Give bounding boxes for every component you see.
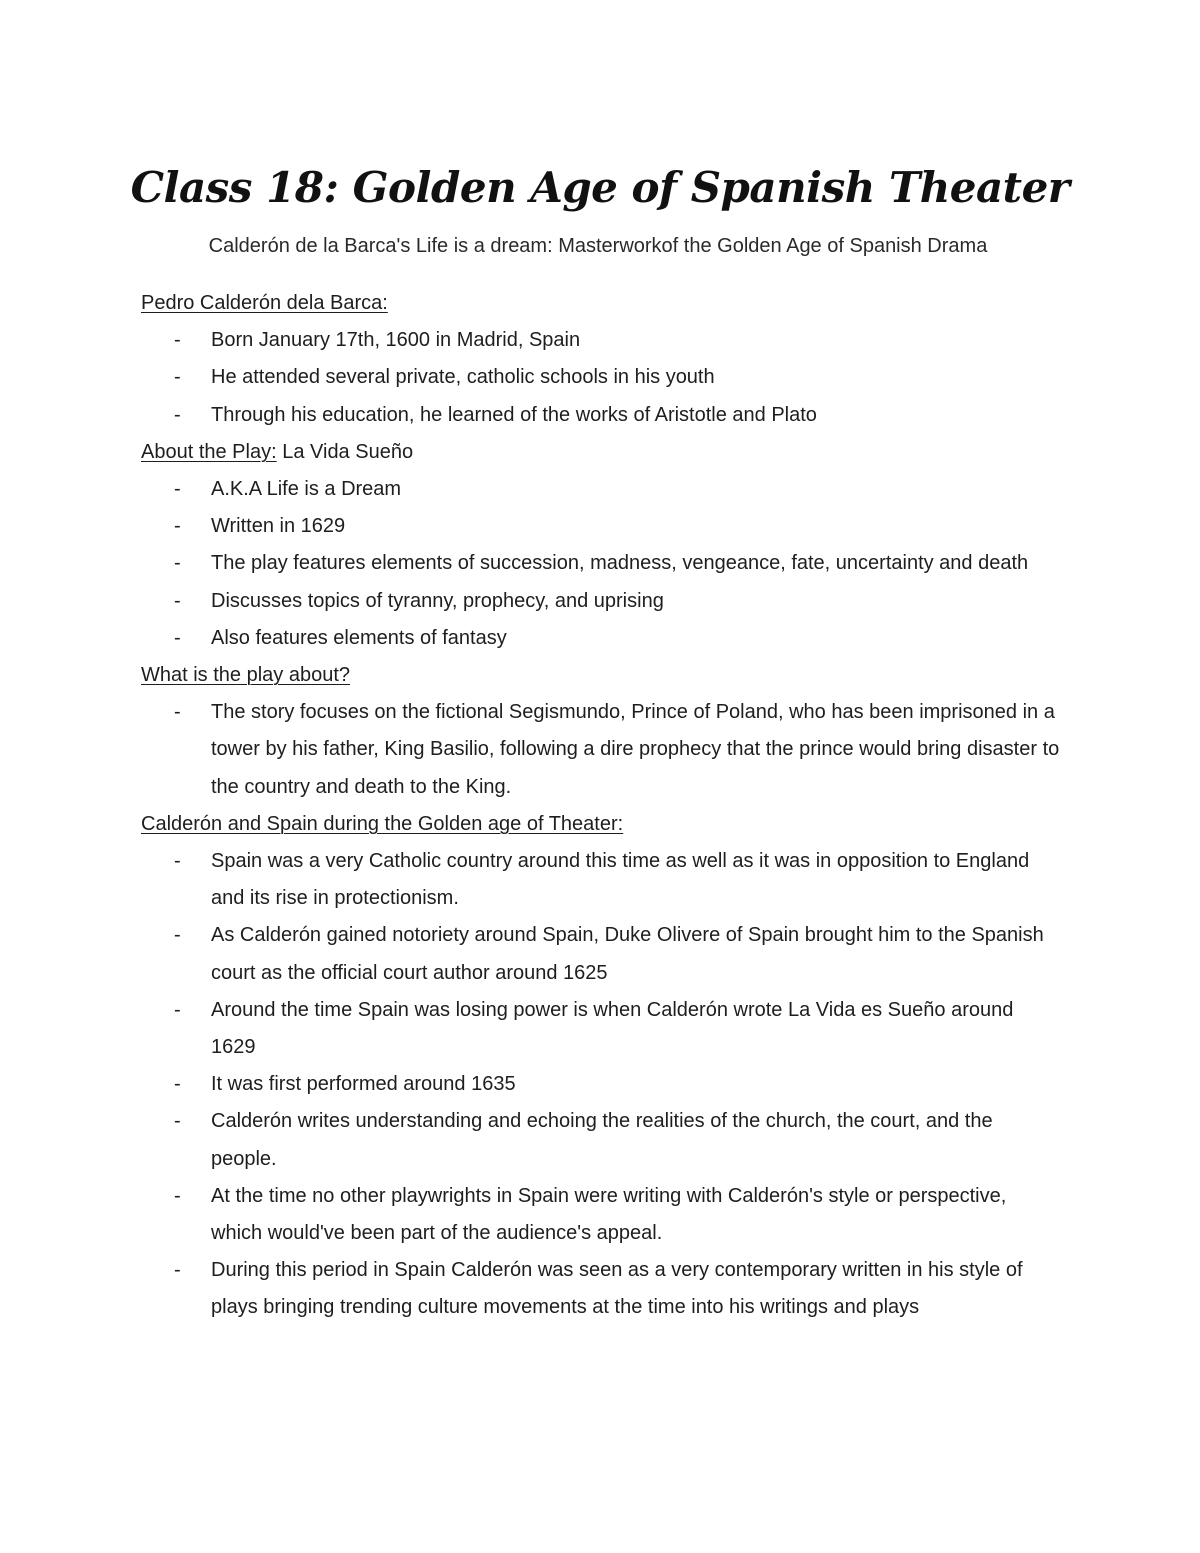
- list-item-text: A.K.A Life is a Dream: [211, 478, 402, 501]
- section-heading-suffix: La Vida Sueño: [276, 440, 414, 463]
- list-item: [141, 397, 1061, 434]
- section-heading-label: Pedro Calderón dela Barca:: [141, 292, 388, 314]
- bullet-dash: -: [174, 366, 181, 389]
- list-item: [141, 1103, 1061, 1177]
- list-item: [141, 545, 1061, 582]
- bullet-list: [141, 471, 1061, 657]
- list-item: [141, 471, 1061, 508]
- bullet-dash: -: [174, 478, 181, 501]
- list-item: [141, 694, 1061, 806]
- section-heading-label: About the Play:: [141, 440, 277, 463]
- bullet-dash: -: [174, 1259, 181, 1282]
- bullet-list: [141, 694, 1061, 806]
- list-item-text: Discusses topics of tyranny, prophecy, and uprising: [211, 589, 664, 612]
- list-item: [141, 843, 1061, 917]
- section-heading: [141, 434, 1061, 471]
- page-title: Class 18: Golden Age of Spanish Theater: [130, 163, 1070, 212]
- list-item-text: He attended several private, catholic schools in his youth: [211, 366, 715, 389]
- list-item-text: Calderón writes understanding and echoing the realities of the church, the court, and the people.: [211, 1110, 993, 1170]
- list-item-text: Spain was a very Catholic country around this time as well as it was in opposition to England and its rise in protectionism.: [211, 850, 1030, 910]
- list-item: [141, 1252, 1061, 1326]
- list-item-text: Written in 1629: [211, 515, 346, 538]
- bullet-dash: -: [174, 403, 181, 426]
- section-heading: [141, 657, 1061, 694]
- list-item: [141, 1066, 1061, 1103]
- list-item: [141, 508, 1061, 545]
- list-item: [141, 359, 1061, 396]
- section-heading-label: What is the play about?: [141, 664, 351, 687]
- bullet-list: [141, 322, 1061, 434]
- list-item-text: Around the time Spain was losing power is when Calderón wrote La Vida es Sueño around 1629: [211, 998, 1014, 1059]
- list-item-text: At the time no other playwrights in Spain were writing with Calderón's style or perspective, which would've been part of the audience's appeal.: [211, 1184, 1007, 1245]
- notes-body: [141, 285, 1061, 1327]
- list-item: [141, 992, 1061, 1066]
- bullet-dash: -: [174, 329, 181, 352]
- list-item-text: It was first performed around 1635: [211, 1073, 516, 1096]
- bullet-dash: -: [174, 1073, 181, 1096]
- section-heading: [141, 285, 1061, 322]
- bullet-dash: -: [174, 701, 181, 724]
- bullet-dash: -: [174, 626, 181, 649]
- bullet-dash: -: [174, 998, 181, 1021]
- list-item-text: During this period in Spain Calderón was seen as a very contemporary written in his style of plays bringing trending culture movements at the time into his writings and plays: [211, 1259, 1023, 1319]
- list-item: [141, 1178, 1061, 1252]
- list-item: [141, 322, 1061, 359]
- list-item-text: The play features elements of succession, madness, vengeance, fate, uncertainty and death: [211, 552, 1029, 575]
- section-heading-label: Calderón and Spain during the Golden age of Theater:: [141, 812, 624, 835]
- list-item-text: The story focuses on the fictional Segismundo, Prince of Poland, who has been imprisoned in a tower by his father, King Basilio, following a dire prophecy that the prince would bring disaster to the country and death to the King.: [211, 701, 1060, 798]
- list-item-text: Born January 17th, 1600 in Madrid, Spain: [211, 329, 581, 352]
- list-item: [141, 917, 1061, 991]
- list-item-text: Through his education, he learned of the works of Aristotle and Plato: [211, 403, 817, 426]
- list-item: [141, 583, 1061, 620]
- bullet-dash: -: [174, 850, 181, 873]
- bullet-dash: -: [174, 589, 181, 612]
- bullet-dash: -: [174, 924, 181, 947]
- list-item-text: As Calderón gained notoriety around Spain, Duke Olivere of Spain brought him to the Spanish court as the official court author around 1625: [211, 924, 1044, 984]
- list-item-text: Also features elements of fantasy: [211, 626, 507, 649]
- bullet-dash: -: [174, 552, 181, 575]
- page-subtitle: Calderón de la Barca's Life is a dream: Masterworkof the Golden Age of Spanish Drama: [208, 235, 988, 257]
- section-heading: [141, 806, 1061, 843]
- bullet-dash: -: [174, 1184, 181, 1207]
- bullet-dash: -: [174, 515, 181, 538]
- list-item: [141, 620, 1061, 657]
- bullet-dash: -: [174, 1110, 181, 1133]
- bullet-list: [141, 843, 1061, 1327]
